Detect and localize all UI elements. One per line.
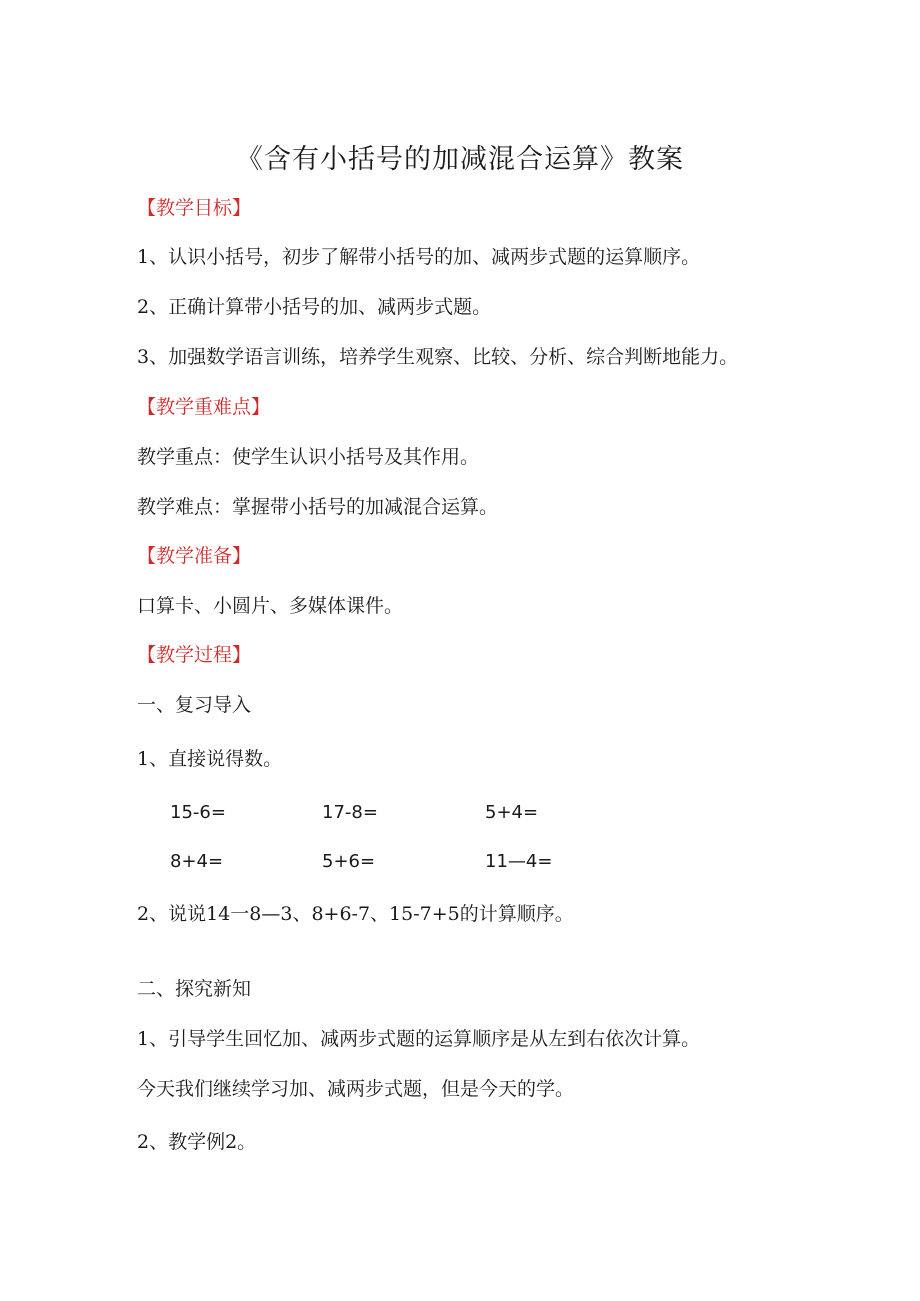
part2-item-2: 2、教学例2。 xyxy=(137,1131,257,1153)
goal-item-1: 1、认识小括号，初步了解带小括号的加、减两步式题的运算顺序。 xyxy=(137,246,701,268)
part1-item-2: 2、说说14一8—3、8+6-7、15-7+5的计算顺序。 xyxy=(137,903,574,925)
exercise-cell: 5+6= xyxy=(322,851,376,872)
goals-heading: 【教学目标】 xyxy=(137,197,252,219)
key-points-heading: 【教学重难点】 xyxy=(137,396,271,418)
part1-item-1: 1、直接说得数。 xyxy=(137,748,283,770)
part1-title: 一、复习导入 xyxy=(137,694,252,716)
preparation-heading: 【教学准备】 xyxy=(137,545,252,567)
part2-title: 二、探究新知 xyxy=(137,978,252,1000)
exercise-cell: 5+4= xyxy=(485,802,539,823)
preparation-text: 口算卡、小圆片、多媒体课件。 xyxy=(137,595,404,617)
exercise-cell: 17-8= xyxy=(322,802,378,823)
goal-item-2: 2、正确计算带小括号的加、减两步式题。 xyxy=(137,296,492,318)
key-point-text: 教学重点：使学生认识小括号及其作用。 xyxy=(137,446,480,468)
part2-text: 今天我们继续学习加、减两步式题，但是今天的学。 xyxy=(137,1078,575,1100)
process-heading: 【教学过程】 xyxy=(137,644,252,666)
exercise-cell: 8+4= xyxy=(170,851,224,872)
part2-item-1: 1、引导学生回忆加、减两步式题的运算顺序是从左到右依次计算。 xyxy=(137,1028,701,1050)
difficult-point-text: 教学难点：掌握带小括号的加减混合运算。 xyxy=(137,496,499,518)
exercise-cell: 11—4= xyxy=(485,851,553,872)
goal-item-3: 3、加强数学语言训练，培养学生观察、比较、分析、综合判断地能力。 xyxy=(137,346,739,368)
document-title: 《含有小括号的加减混合运算》教案 xyxy=(236,144,684,175)
exercise-cell: 15-6= xyxy=(170,802,226,823)
